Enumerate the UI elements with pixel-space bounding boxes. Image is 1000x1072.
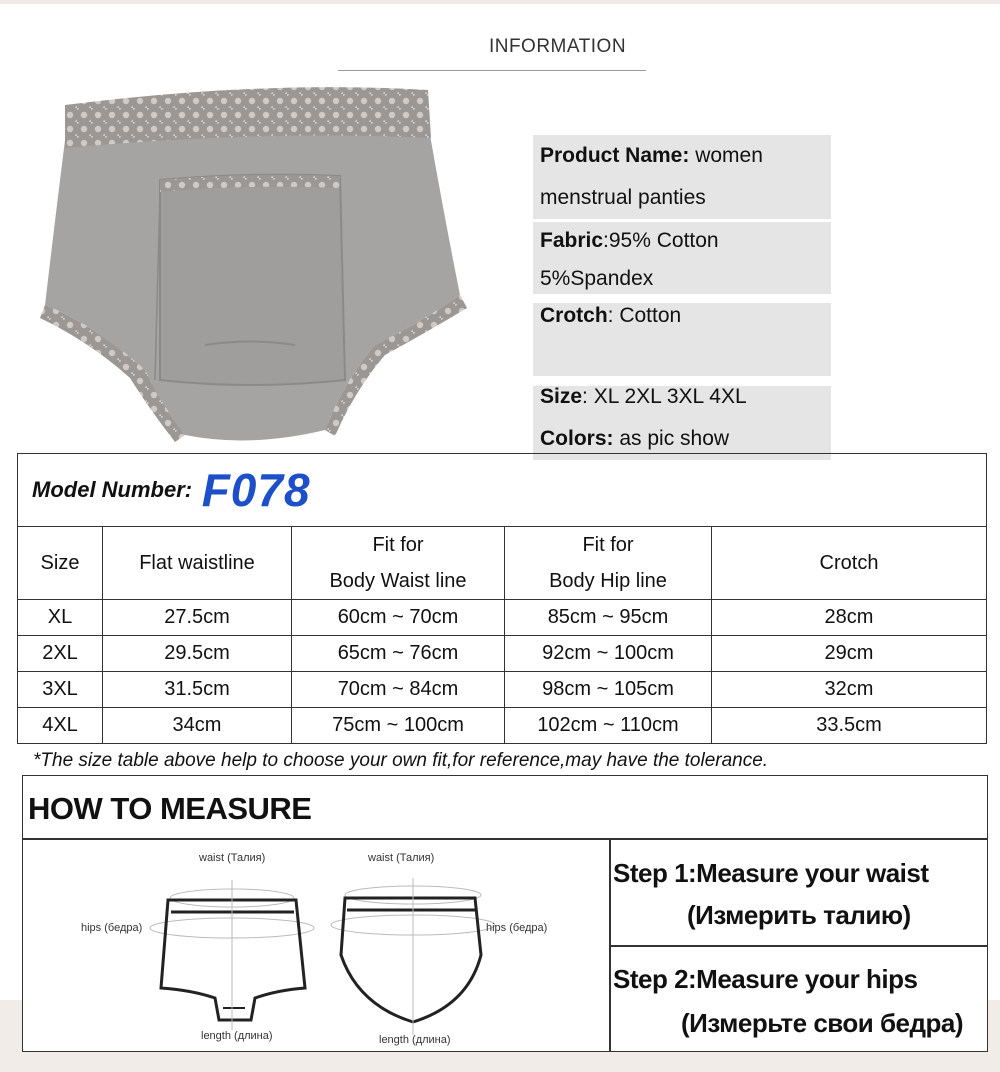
spec-label: Product Name: [540,144,690,167]
how-to-measure-panel [22,775,988,1052]
cell: 60cm ~ 70cm [292,600,505,636]
header-crotch: Crotch [712,527,987,600]
cell: 32cm [712,672,987,708]
label-waist-front: waist (Талия) [199,852,266,864]
cell: 3XL [18,672,103,708]
spec-label: Fabric [540,229,604,252]
label-length-front: length (длина) [201,1030,273,1042]
header-size: Size [18,527,103,600]
cell: 34cm [103,708,292,744]
step-2-subtext: (Измерьте свои бедра) [681,1008,964,1038]
cell: 29cm [712,636,987,672]
cell: 29.5cm [103,636,292,672]
spec-product-name [533,135,831,219]
header-body-waist: Fit for Body Waist line [292,527,505,600]
size-table [17,453,987,744]
spec-label: Crotch [540,304,608,327]
divider [609,945,987,947]
label-waist-back: waist (Талия) [368,852,435,864]
cell: 33.5cm [712,708,987,744]
table-row [18,672,987,708]
information-heading: INFORMATION [488,36,627,57]
table-header-row [18,527,987,600]
cell: 92cm ~ 100cm [505,636,712,672]
how-to-measure-title: HOW TO MEASURE [28,791,312,826]
cell: 2XL [18,636,103,672]
spec-size [533,386,831,460]
brief-front-diagram [150,880,314,1030]
spec-value: : XL 2XL 3XL 4XL [582,385,747,408]
cell: 70cm ~ 84cm [292,672,505,708]
cell: 4XL [18,708,103,744]
spec-value: : Cotton [607,304,682,327]
table-row [18,600,987,636]
header-flat-waistline: Flat waistline [103,527,292,600]
spec-crotch [533,303,831,376]
cell: 31.5cm [103,672,292,708]
cell: 85cm ~ 95cm [505,600,712,636]
label-hips-back: hips (бедра) [486,922,548,934]
header-body-hip: Fit for Body Hip line [505,527,712,600]
measure-diagram [23,840,609,1052]
cell: 28cm [712,600,987,636]
product-image [35,80,475,450]
spec-value: women [689,144,763,167]
label-hips-front: hips (бедра) [81,922,143,934]
cell: 98cm ~ 105cm [505,672,712,708]
step-1-text: Step 1:Measure your waist [613,858,929,888]
model-number-label: Model Number: [32,477,193,502]
spec-fabric [533,222,831,294]
size-note: *The size table above help to choose your own fit,for reference,may have the tolerance. [33,750,769,771]
cell: 65cm ~ 76cm [292,636,505,672]
spec-value: :95% Cotton [603,229,719,252]
spec-label: Colors: [540,427,614,450]
cell: 102cm ~ 110cm [505,708,712,744]
spec-label: Size [540,385,583,408]
spec-value: 5%Spandex [540,267,654,290]
top-band [0,0,1000,4]
step-1-subtext: (Измерить талию) [687,900,911,930]
heading-underline [338,70,646,71]
brief-back-diagram [331,878,495,1035]
step-2-text: Step 2:Measure your hips [613,964,918,994]
table-row [18,708,987,744]
model-number-cell [18,454,987,527]
spec-value: menstrual panties [540,186,706,209]
cell: 75cm ~ 100cm [292,708,505,744]
table-row [18,636,987,672]
cell: 27.5cm [103,600,292,636]
spec-value: as pic show [613,427,730,450]
label-length-back: length (длина) [379,1034,451,1046]
model-number-value: F078 [201,464,311,516]
cell: XL [18,600,103,636]
